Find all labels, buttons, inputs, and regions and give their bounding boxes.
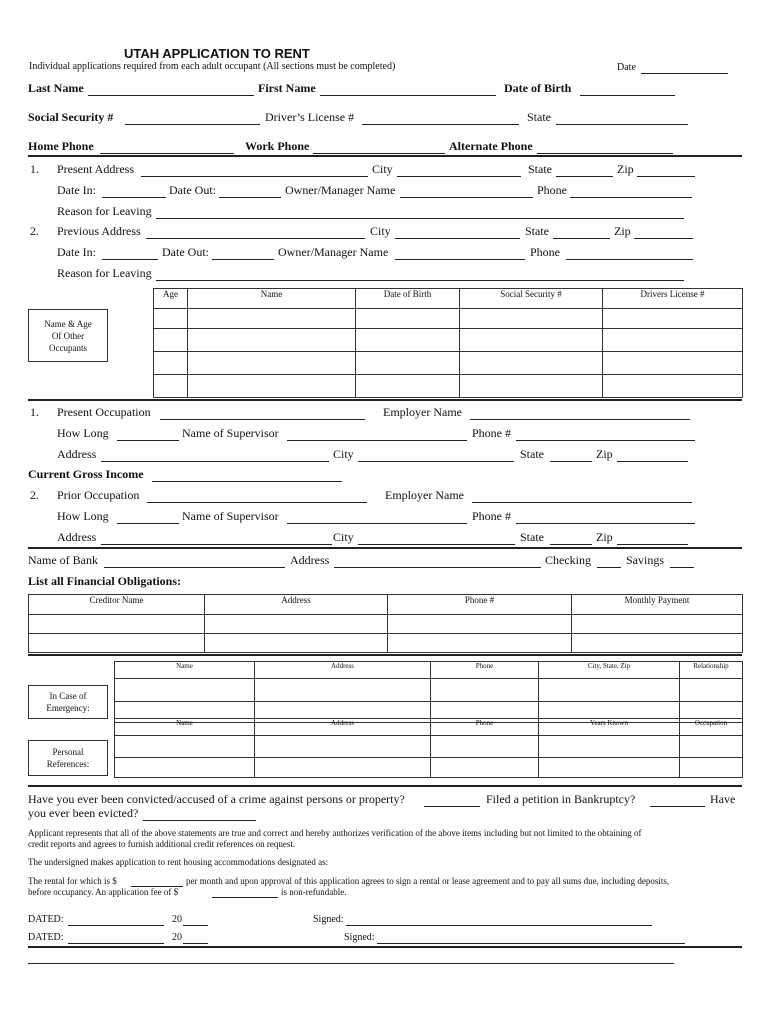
col-header: Creditor Name xyxy=(29,595,205,615)
alt-phone-field[interactable] xyxy=(537,153,673,154)
references-label-line: Personal xyxy=(52,747,84,757)
res1-owner-label: Owner/Manager Name xyxy=(285,183,396,197)
present-occupation-label: Present Occupation xyxy=(57,405,151,419)
table-cell[interactable] xyxy=(460,375,603,398)
dl-field[interactable] xyxy=(362,124,519,125)
col-header: Age xyxy=(154,289,188,309)
table-cell[interactable] xyxy=(29,634,205,653)
emp1-how-long-field[interactable] xyxy=(117,440,179,441)
crime-answer-field[interactable] xyxy=(424,806,480,807)
table-header-row xyxy=(29,595,743,615)
res2-state-field[interactable] xyxy=(553,238,610,239)
emp2-zip-label: Zip xyxy=(596,530,613,544)
dl-label: Driver’s License # xyxy=(265,110,355,124)
bank-name-label: Name of Bank xyxy=(28,553,98,567)
table-cell[interactable] xyxy=(539,679,680,702)
emp2-how-long-field[interactable] xyxy=(117,523,179,524)
table-cell[interactable] xyxy=(29,615,205,634)
table-cell[interactable] xyxy=(680,679,743,702)
res1-date-in-label: Date In: xyxy=(57,183,96,197)
legal-para-1a: Applicant represents that all of the above statements are true and correct and hereby authorizes verification of the above items including but not limited to the obtaining of xyxy=(28,828,642,838)
dob-field[interactable] xyxy=(580,95,675,96)
res1-reason-label: Reason for Leaving xyxy=(57,204,152,218)
table-row xyxy=(154,352,743,375)
table-cell[interactable] xyxy=(603,329,743,352)
emp2-supervisor-field[interactable] xyxy=(287,523,467,524)
table-cell[interactable] xyxy=(188,329,356,352)
state-field[interactable] xyxy=(556,124,688,125)
state-label: State xyxy=(527,110,551,124)
emp2-address-label: Address xyxy=(57,530,97,544)
year-field-2[interactable] xyxy=(183,943,208,944)
dated-label-1: DATED: xyxy=(28,914,64,925)
occupants-table xyxy=(153,288,743,398)
emp1-phone-field[interactable] xyxy=(516,440,695,441)
res2-reason-field[interactable] xyxy=(156,280,684,281)
emp1-state-label: State xyxy=(520,447,544,461)
year-label-1: 20 xyxy=(172,914,182,925)
section-divider xyxy=(28,547,742,549)
savings-field[interactable] xyxy=(670,567,694,568)
dated-field-1[interactable] xyxy=(68,925,164,926)
dated-field-2[interactable] xyxy=(68,943,164,944)
references-label-line: References: xyxy=(46,759,90,769)
legal-para-2: The undersigned makes application to rent housing accommodations designated as: xyxy=(28,857,329,867)
col-header: Address xyxy=(205,595,388,615)
section-divider xyxy=(28,654,742,656)
table-cell[interactable] xyxy=(154,329,188,352)
last-name-label: Last Name xyxy=(28,81,84,95)
emp2-zip-field[interactable] xyxy=(617,544,688,545)
res2-owner-field[interactable] xyxy=(395,259,525,260)
emp1-zip-label: Zip xyxy=(596,447,613,461)
res1-zip-label: Zip xyxy=(617,162,634,176)
col-header: Phone xyxy=(431,662,539,679)
bank-address-field[interactable] xyxy=(334,567,541,568)
table-row xyxy=(29,634,743,653)
res2-phone-field[interactable] xyxy=(566,259,693,260)
section-divider xyxy=(28,785,742,787)
table-cell[interactable] xyxy=(356,352,460,375)
emp1-address-field[interactable] xyxy=(101,461,329,462)
table-cell[interactable] xyxy=(154,375,188,398)
previous-address-field[interactable] xyxy=(146,238,365,239)
table-cell[interactable] xyxy=(460,329,603,352)
ssn-field[interactable] xyxy=(125,124,260,125)
emp2-city-field[interactable] xyxy=(358,544,515,545)
occupants-label-line: Of Other xyxy=(51,330,85,341)
table-cell[interactable] xyxy=(460,309,603,329)
res-num-1: 1. xyxy=(30,162,39,176)
res1-state-field[interactable] xyxy=(556,176,613,177)
year-field-1[interactable] xyxy=(183,925,208,926)
table-cell[interactable] xyxy=(603,375,743,398)
res1-date-out-label: Date Out: xyxy=(169,183,216,197)
table-cell[interactable] xyxy=(388,634,572,653)
emp1-city-label: City xyxy=(333,447,354,461)
bankruptcy-question: Filed a petition in Bankruptcy? xyxy=(486,792,636,806)
table-row xyxy=(29,615,743,634)
legal-para-1b: credit reports and agrees to furnish additional credit references on request. xyxy=(28,839,296,849)
table-cell[interactable] xyxy=(154,352,188,375)
emp2-address-field[interactable] xyxy=(101,544,332,545)
col-header: Monthly Payment xyxy=(572,595,743,615)
col-header: Relationship xyxy=(680,662,743,679)
crime-question: Have you ever been convicted/accused of a crime against persons or property? xyxy=(28,792,405,806)
res1-date-in-field[interactable] xyxy=(102,197,166,198)
col-header: Occupation xyxy=(680,719,743,736)
occupants-label-line: Name & Age xyxy=(44,318,92,329)
table-cell[interactable] xyxy=(431,758,539,778)
col-header: Name xyxy=(115,719,255,736)
emp2-phone-label: Phone # xyxy=(472,509,511,523)
emp2-state-field[interactable] xyxy=(550,544,592,545)
table-cell[interactable] xyxy=(388,615,572,634)
table-cell[interactable] xyxy=(356,375,460,398)
res1-city-field[interactable] xyxy=(397,176,521,177)
table-row xyxy=(115,736,743,758)
res2-reason-label: Reason for Leaving xyxy=(57,266,152,280)
signature-field-2[interactable] xyxy=(377,943,685,944)
col-header: Drivers License # xyxy=(603,289,743,309)
table-cell[interactable] xyxy=(680,758,743,778)
home-phone-label: Home Phone xyxy=(28,139,94,153)
emp1-zip-field[interactable] xyxy=(617,461,688,462)
previous-address-label: Previous Address xyxy=(57,224,141,238)
table-row xyxy=(115,679,743,702)
table-cell[interactable] xyxy=(188,375,356,398)
table-cell[interactable] xyxy=(356,329,460,352)
have-text: Have xyxy=(710,792,736,806)
table-cell[interactable] xyxy=(539,758,680,778)
section-divider xyxy=(28,946,742,948)
work-phone-label: Work Phone xyxy=(245,139,310,153)
references-label-box xyxy=(28,740,108,776)
occupants-label-box xyxy=(28,309,108,362)
dob-label: Date of Birth xyxy=(504,81,572,95)
legal-para-4a: before occupancy. An application fee of $ xyxy=(28,887,179,897)
table-cell[interactable] xyxy=(115,758,255,778)
home-phone-field[interactable] xyxy=(100,153,234,154)
work-phone-field[interactable] xyxy=(313,153,445,154)
present-address-field[interactable] xyxy=(141,176,368,177)
res2-owner-label: Owner/Manager Name xyxy=(278,245,389,259)
table-cell[interactable] xyxy=(255,736,431,758)
table-cell[interactable] xyxy=(460,352,603,375)
obligations-heading: List all Financial Obligations: xyxy=(28,574,182,588)
res-num-2: 2. xyxy=(30,224,39,238)
table-cell[interactable] xyxy=(431,736,539,758)
emp2-employer-field[interactable] xyxy=(472,502,692,503)
col-header: Name xyxy=(188,289,356,309)
emp2-employer-label: Employer Name xyxy=(385,488,464,502)
table-cell[interactable] xyxy=(205,615,388,634)
checking-field[interactable] xyxy=(597,567,621,568)
table-header-row xyxy=(154,289,743,309)
references-table xyxy=(114,718,743,778)
table-cell[interactable] xyxy=(205,634,388,653)
emp1-address-label: Address xyxy=(57,447,97,461)
res1-reason-field[interactable] xyxy=(156,218,684,219)
res2-phone-label: Phone xyxy=(530,245,560,259)
prior-occupation-label: Prior Occupation xyxy=(57,488,140,502)
col-header: Phone # xyxy=(388,595,572,615)
emp1-employer-field[interactable] xyxy=(470,419,690,420)
emergency-table xyxy=(114,661,743,723)
res1-city-label: City xyxy=(372,162,393,176)
res1-phone-field[interactable] xyxy=(570,197,692,198)
res2-city-label: City xyxy=(370,224,391,238)
res2-date-out-field[interactable] xyxy=(212,259,274,260)
res2-date-out-label: Date Out: xyxy=(162,245,209,259)
res2-zip-label: Zip xyxy=(614,224,631,238)
res1-zip-field[interactable] xyxy=(637,176,695,177)
legal-para-3a: The rental for which is $ xyxy=(28,876,117,886)
table-cell[interactable] xyxy=(356,309,460,329)
form-subtitle: Individual applications required from each adult occupant (All sections must be completed) xyxy=(29,61,396,72)
res1-state-label: State xyxy=(528,162,552,176)
emp2-state-label: State xyxy=(520,530,544,544)
table-cell[interactable] xyxy=(572,615,743,634)
app-fee-field[interactable] xyxy=(212,897,278,898)
obligations-table xyxy=(28,594,743,653)
emp1-employer-label: Employer Name xyxy=(383,405,462,419)
bank-name-field[interactable] xyxy=(104,567,285,568)
res1-phone-label: Phone xyxy=(537,183,567,197)
table-row xyxy=(154,329,743,352)
table-cell[interactable] xyxy=(603,309,743,329)
section-divider xyxy=(28,155,742,157)
last-name-field[interactable] xyxy=(88,95,254,96)
emergency-label-box xyxy=(28,685,108,719)
evicted-question: you ever been evicted? xyxy=(28,806,139,820)
emp-num-2: 2. xyxy=(30,488,39,502)
res2-date-in-field[interactable] xyxy=(102,259,158,260)
table-cell[interactable] xyxy=(154,309,188,329)
res2-city-field[interactable] xyxy=(395,238,520,239)
signed-label-2: Signed: xyxy=(344,932,375,943)
col-header: Social Security # xyxy=(460,289,603,309)
present-occupation-field[interactable] xyxy=(160,419,365,420)
emp1-supervisor-field[interactable] xyxy=(287,440,467,441)
table-cell[interactable] xyxy=(431,679,539,702)
bankruptcy-answer-field[interactable] xyxy=(650,806,705,807)
table-cell[interactable] xyxy=(539,736,680,758)
section-divider xyxy=(28,399,742,401)
res2-zip-field[interactable] xyxy=(634,238,693,239)
occupants-label-line: Occupants xyxy=(49,342,87,353)
present-address-label: Present Address xyxy=(57,162,134,176)
col-header: Address xyxy=(255,662,431,679)
form-title: UTAH APPLICATION TO RENT xyxy=(124,46,310,61)
table-header-row xyxy=(115,719,743,736)
emp2-phone-field[interactable] xyxy=(516,523,695,524)
first-name-field[interactable] xyxy=(320,95,496,96)
gross-income-field[interactable] xyxy=(152,481,342,482)
res2-date-in-label: Date In: xyxy=(57,245,96,259)
emp2-city-label: City xyxy=(333,530,354,544)
col-header: Name xyxy=(115,662,255,679)
table-row xyxy=(154,309,743,329)
dated-label-2: DATED: xyxy=(28,932,64,943)
col-header: City, State, Zip xyxy=(539,662,680,679)
date-field[interactable] xyxy=(641,73,728,74)
bank-address-label: Address xyxy=(290,553,330,567)
emp1-city-field[interactable] xyxy=(358,461,514,462)
emp2-how-long-label: How Long xyxy=(57,509,109,523)
table-cell[interactable] xyxy=(188,309,356,329)
savings-label: Savings xyxy=(626,553,665,567)
legal-para-4b: is non-refundable. xyxy=(281,887,347,897)
legal-para-3b: per month and upon approval of this application agrees to sign a rental or lease agreement and to pay all sums due, including deposits, xyxy=(186,876,670,886)
col-header: Phone xyxy=(431,719,539,736)
table-cell[interactable] xyxy=(115,679,255,702)
table-cell[interactable] xyxy=(255,758,431,778)
signed-label-1: Signed: xyxy=(313,914,344,925)
emp-num-1: 1. xyxy=(30,405,39,419)
emp1-state-field[interactable] xyxy=(550,461,592,462)
date-label: Date xyxy=(617,62,636,73)
table-row xyxy=(154,375,743,398)
col-header: Address xyxy=(255,719,431,736)
emergency-label-line: Emergency: xyxy=(46,703,90,713)
signature-field-1[interactable] xyxy=(346,925,652,926)
emergency-label-line: In Case of xyxy=(49,691,87,701)
col-header: Date of Birth xyxy=(356,289,460,309)
emp2-supervisor-label: Name of Supervisor xyxy=(182,509,279,523)
table-cell[interactable] xyxy=(115,736,255,758)
ssn-label: Social Security # xyxy=(28,110,114,124)
table-cell[interactable] xyxy=(603,352,743,375)
table-cell[interactable] xyxy=(680,736,743,758)
table-header-row xyxy=(115,662,743,679)
checking-label: Checking xyxy=(545,553,591,567)
prior-occupation-field[interactable] xyxy=(147,502,367,503)
bottom-rule xyxy=(28,963,674,964)
res2-state-label: State xyxy=(525,224,549,238)
col-header: Years Known xyxy=(539,719,680,736)
res1-owner-field[interactable] xyxy=(400,197,533,198)
emp1-supervisor-label: Name of Supervisor xyxy=(182,426,279,440)
table-cell[interactable] xyxy=(572,634,743,653)
gross-income-label: Current Gross Income xyxy=(28,467,144,481)
first-name-label: First Name xyxy=(258,81,316,95)
evicted-answer-field[interactable] xyxy=(143,820,256,821)
res1-date-out-field[interactable] xyxy=(219,197,281,198)
table-cell[interactable] xyxy=(255,679,431,702)
emp1-how-long-label: How Long xyxy=(57,426,109,440)
alt-phone-label: Alternate Phone xyxy=(449,139,533,153)
table-cell[interactable] xyxy=(188,352,356,375)
emp1-phone-label: Phone # xyxy=(472,426,511,440)
table-row xyxy=(115,758,743,778)
year-label-2: 20 xyxy=(172,932,182,943)
